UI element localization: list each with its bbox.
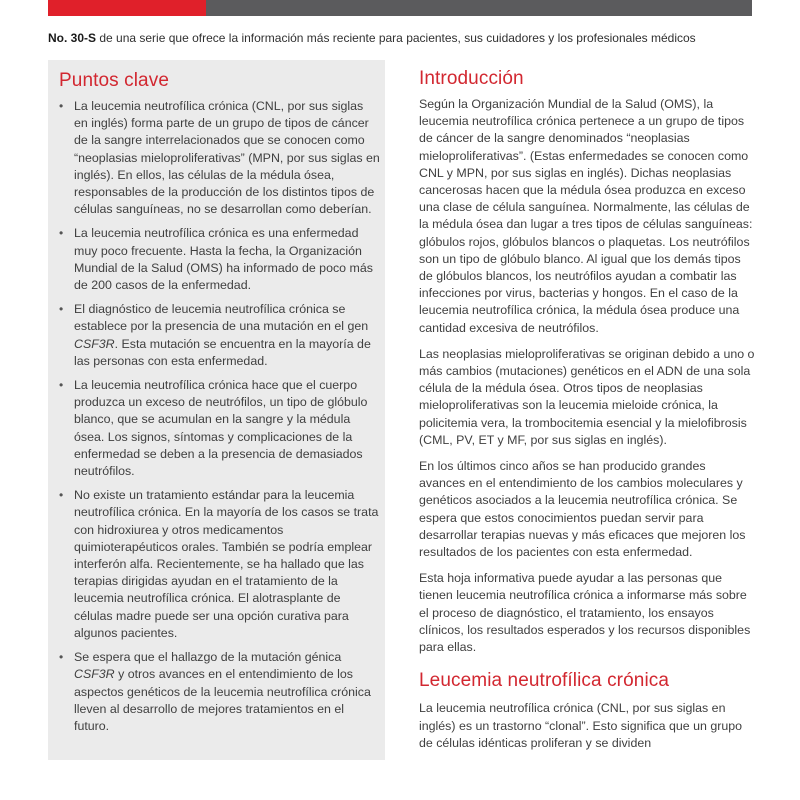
key-point-text: La leucemia neutrofílica crónica hace que el cuerpo produzca un exceso de neutrófilos, un tipo de glóbulo blanco, que se acumulan en la sangre y la médula ósea. Los signos, síntomas y complicaciones de la enfermedad se deben a la presencia de demasiados neutrófilos. bbox=[74, 378, 368, 479]
gene-name: CSF3R bbox=[74, 336, 115, 351]
introduction-body bbox=[419, 96, 755, 656]
series-line bbox=[48, 31, 758, 45]
key-point-item bbox=[58, 649, 380, 735]
introduction-paragraph: En los últimos cinco años se han producido grandes avances en el entendimiento de los cambios moleculares y genéticos asociados a la leucemia neutrofílica crónica. Se espera que estos conocimientos puedan servir para desarrollar terapias nuevas y más eficaces que mejoren los resultados de los pacientes con esta enfermedad. bbox=[419, 459, 746, 560]
cnl-section-title: Leucemia neutrofílica crónica bbox=[419, 670, 670, 692]
introduction-paragraph: Esta hoja informativa puede ayudar a las personas que tienen leucemia neutrofílica crónica a informarse más sobre el proceso de diagnóstico, el tratamiento, los ensayos clínicos, los resultados esperados y los recursos disponibles para ellas. bbox=[419, 571, 751, 655]
key-points-box bbox=[48, 60, 385, 760]
top-band-gray bbox=[206, 0, 752, 16]
key-point-text: Se espera que el hallazgo de la mutación génica bbox=[74, 650, 342, 665]
key-points-list bbox=[58, 98, 380, 742]
key-point-text: y otros avances en el entendimiento de los aspectos genéticos de la leucemia neutrofílica crónica lleven al desarrollo de mejores tratamientos en el futuro. bbox=[74, 667, 371, 733]
bullet-icon: • bbox=[59, 378, 64, 393]
top-color-band bbox=[0, 0, 800, 16]
series-number: No. 30-S bbox=[48, 31, 97, 45]
introduction-paragraph: Las neoplasias mieloproliferativas se originan debido a uno o más cambios (mutaciones) genéticos en el ADN de una sola célula de la médula ósea. Otros tipos de neoplasias mieloproliferativas son la leucemia mieloide crónica, la policitemia vera, la trombocitemia esencial y la mielofibrosis (CML, PV, ET y MF, por sus siglas en inglés). bbox=[419, 346, 755, 447]
key-point-item bbox=[58, 487, 380, 642]
right-column bbox=[419, 68, 755, 761]
key-point-text: No existe un tratamiento estándar para la leucemia neutrofílica crónica. En la mayoría de los casos se trata con hidroxiurea y otros medicamentos quimioterapéuticos orales. También se podría emplear interferón alfa. Recientemente, se ha hallado que las terapias dirigidas ayudan en el tratamiento de la leucemia neutrofílica crónica. El alotrasplante de células madre puede ser una opción curativa para algunos pacientes. bbox=[74, 488, 379, 640]
cnl-section-paragraph: La leucemia neutrofílica crónica (CNL, por sus siglas en inglés) es un trastorno “clonal”. Esto significa que un grupo de células idénticas proliferan y se dividen bbox=[419, 701, 743, 750]
bullet-icon: • bbox=[59, 226, 64, 241]
key-point-text: El diagnóstico de leucemia neutrofílica crónica se establece por la presencia de una mutación en el gen bbox=[74, 302, 369, 334]
key-point-text: La leucemia neutrofílica crónica (CNL, por sus siglas en inglés) forma parte de un grupo de tipos de cáncer de la sangre interrelacionados que se conocen como “neoplasias mieloproliferativas” (MPN, por sus siglas en inglés). En ellos, las células de la médula ósea, responsables de la producción de los distintos tipos de células sanguíneas, no se desarrollan como deberían. bbox=[74, 99, 380, 217]
gene-name: CSF3R bbox=[74, 667, 115, 682]
top-band-red bbox=[48, 0, 206, 16]
key-point-item bbox=[58, 377, 380, 480]
series-text: de una serie que ofrece la información más reciente para pacientes, sus cuidadores y los profesionales médicos bbox=[96, 31, 696, 45]
introduction-paragraph: Según la Organización Mundial de la Salud (OMS), la leucemia neutrofílica crónica pertenece a un grupo de tipos de cáncer de la sangre denominados “neoplasias mieloproliferativas”. (Estas enfermedades se conocen como CNL y MPN, por sus siglas en inglés). Dichas neoplasias cancerosas hacen que la médula ósea produzca en exceso una clase de célula sanguínea. Normalmente, las células de la médula ósea dan lugar a tres tipos de células sanguíneas: glóbulos rojos, glóbulos blancos o plaquetas. Los neutrófilos son un tipo de glóbulo blanco. Al igual que los demás tipos de glóbulos blancos, los neutrófilos ayudan a combatir las infecciones por virus, bacterias y hongos. En el caso de la leucemia neutrofílica crónica, la médula ósea produce una cantidad excesiva de neutrófilos. bbox=[419, 97, 753, 335]
bullet-icon: • bbox=[59, 650, 64, 665]
introduction-title: Introducción bbox=[419, 68, 524, 89]
key-point-text: . Esta mutación se encuentra en la mayoría de las personas con esta enfermedad. bbox=[74, 336, 371, 368]
key-point-text: La leucemia neutrofílica crónica es una enfermedad muy poco frecuente. Hasta la fecha, la Organización Mundial de la Salud (OMS) ha informado de poco más de 200 casos de la enfermedad. bbox=[74, 226, 373, 293]
key-point-item bbox=[58, 98, 380, 218]
bullet-icon: • bbox=[59, 99, 64, 113]
key-points-title: Puntos clave bbox=[59, 70, 169, 91]
bullet-icon: • bbox=[59, 302, 64, 317]
bullet-icon: • bbox=[59, 488, 64, 503]
key-point-item bbox=[58, 225, 380, 294]
key-point-item bbox=[58, 301, 380, 370]
